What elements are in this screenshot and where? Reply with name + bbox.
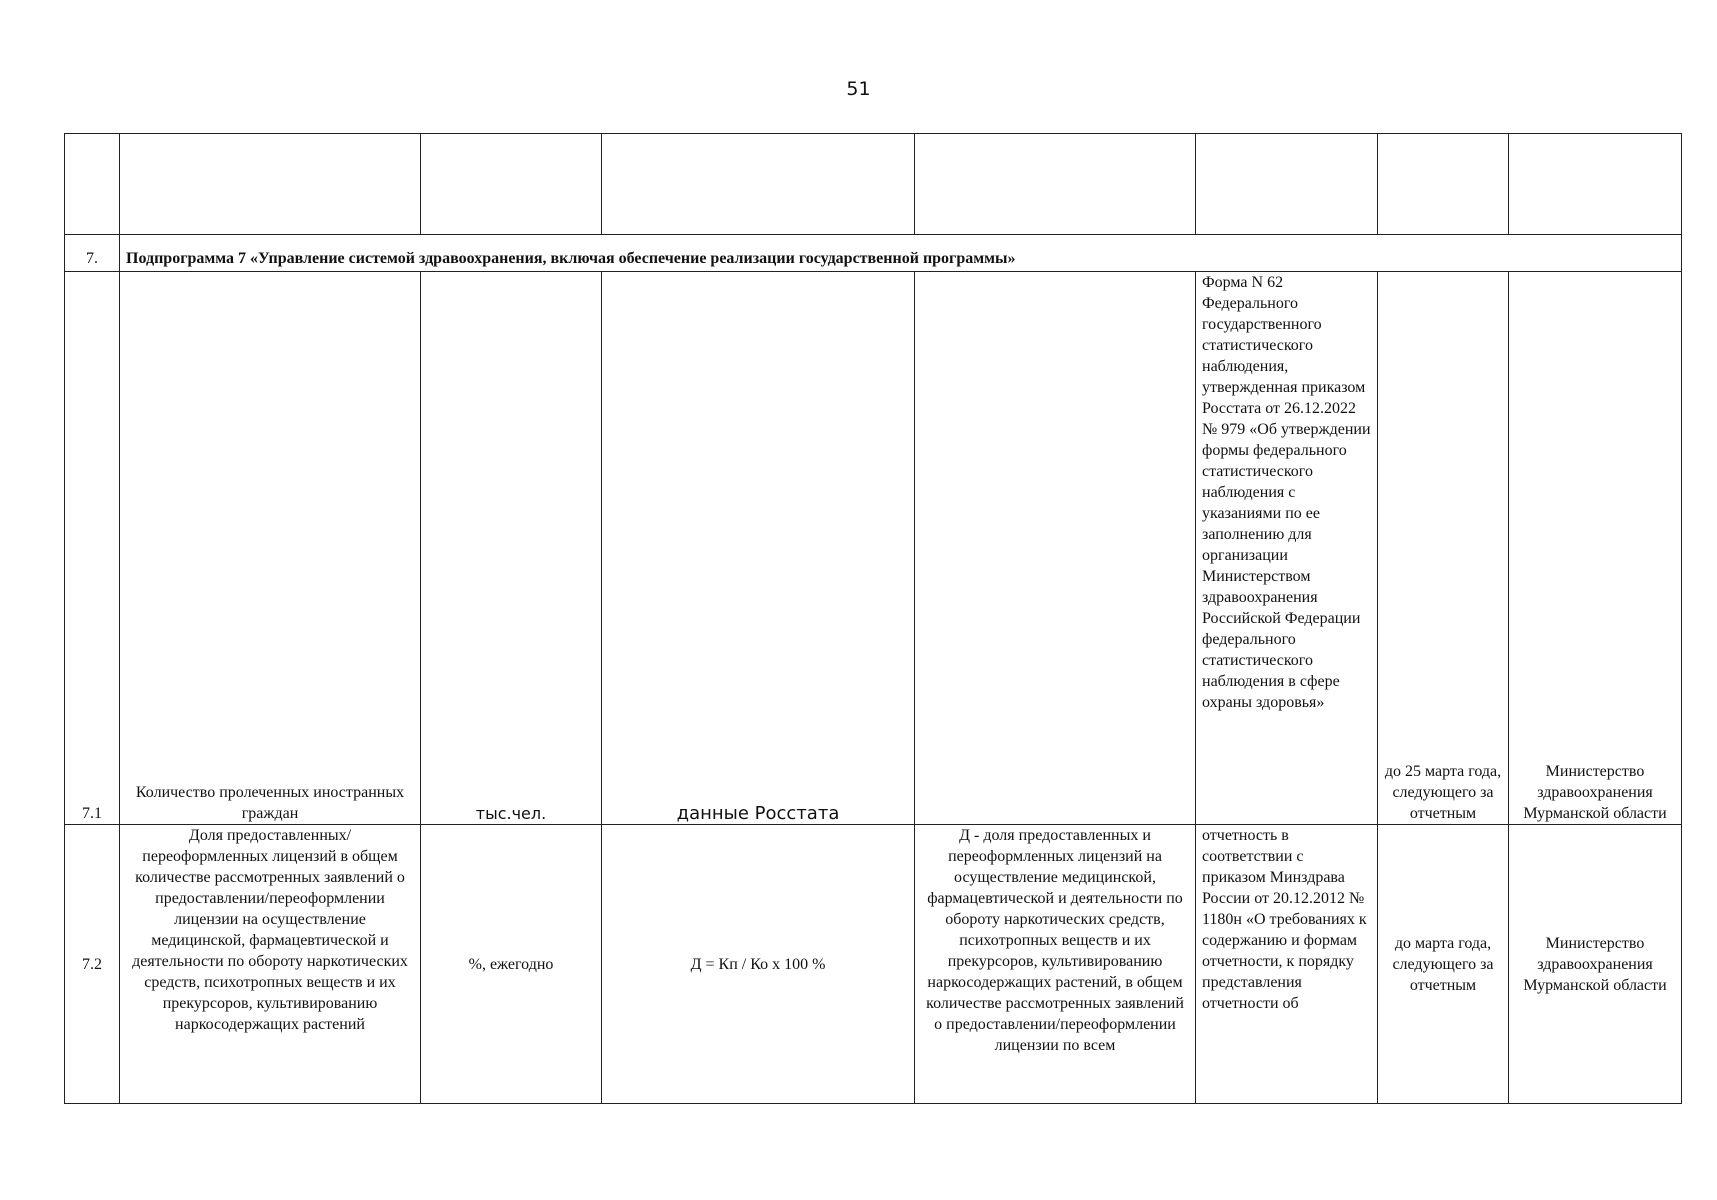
method-cell: Д = Кп / Ко х 100 % (602, 825, 915, 1104)
deadline-cell: до марта года, следующего за отчетным (1378, 825, 1509, 1104)
source-cell: отчетность в соответствии с приказом Минздрава России от 20.12.2012 № 1180н «О требованиях к содержанию и формам отчетности, к порядку представления отчетности об (1196, 825, 1378, 1104)
empty-cell (602, 134, 915, 235)
table-row (65, 825, 1682, 1104)
description-cell: Д - доля предоставленных и переоформленных лицензий на осуществление медицинской, фармацевтической и деятельности по обороту наркотических средств, психотропных веществ и их прекурсоров, культивированию наркосодержащих растений, в общем количестве рассмотренных заявлений о предоставлении/переоформлении лицензии по всем (915, 825, 1196, 1104)
description-cell (915, 272, 1196, 825)
section-row (65, 235, 1682, 272)
page-number: 51 (846, 78, 871, 100)
deadline-cell: до 25 марта года, следующего за отчетным (1378, 272, 1509, 825)
section-number: 7. (65, 235, 120, 272)
row-number: 7.1 (65, 272, 120, 825)
unit-cell: %, ежегодно (421, 825, 602, 1104)
section-title: Подпрограмма 7 «Управление системой здравоохранения, включая обеспечение реализации государственной программы» (120, 235, 1682, 272)
empty-cell (120, 134, 421, 235)
empty-cell (915, 134, 1196, 235)
empty-cell (1378, 134, 1509, 235)
unit-cell: тыс.чел. (421, 272, 602, 825)
empty-header-row (65, 134, 1682, 235)
indicator-name: Доля предоставленных/переоформленных лицензий в общем количестве рассмотренных заявлений о предоставлении/переоформлении лицензии на осуществление медицинской, фармацевтической и деятельности по обороту наркотических средств, психотропных веществ и их прекурсоров, культивированию наркосодержащих растений (120, 825, 421, 1104)
empty-cell (65, 134, 120, 235)
indicator-table (64, 133, 1682, 1104)
indicator-name: Количество пролеченных иностранных граждан (120, 272, 421, 825)
responsible-cell: Министерство здравоохранения Мурманской области (1509, 272, 1682, 825)
empty-cell (1196, 134, 1378, 235)
table-row (65, 272, 1682, 825)
empty-cell (1509, 134, 1682, 235)
empty-cell (421, 134, 602, 235)
source-cell: Форма N 62 Федерального государственного статистического наблюдения, утвержденная приказом Росстата от 26.12.2022 № 979 «Об утверждении формы федерального статистического наблюдения с указаниями по ее заполнению для организации Министерством здравоохранения Российской Федерации федерального статистического наблюдения в сфере охраны здоровья» (1196, 272, 1378, 825)
row-number: 7.2 (65, 825, 120, 1104)
responsible-cell: Министерство здравоохранения Мурманской области (1509, 825, 1682, 1104)
method-cell: данные Росстата (602, 272, 915, 825)
